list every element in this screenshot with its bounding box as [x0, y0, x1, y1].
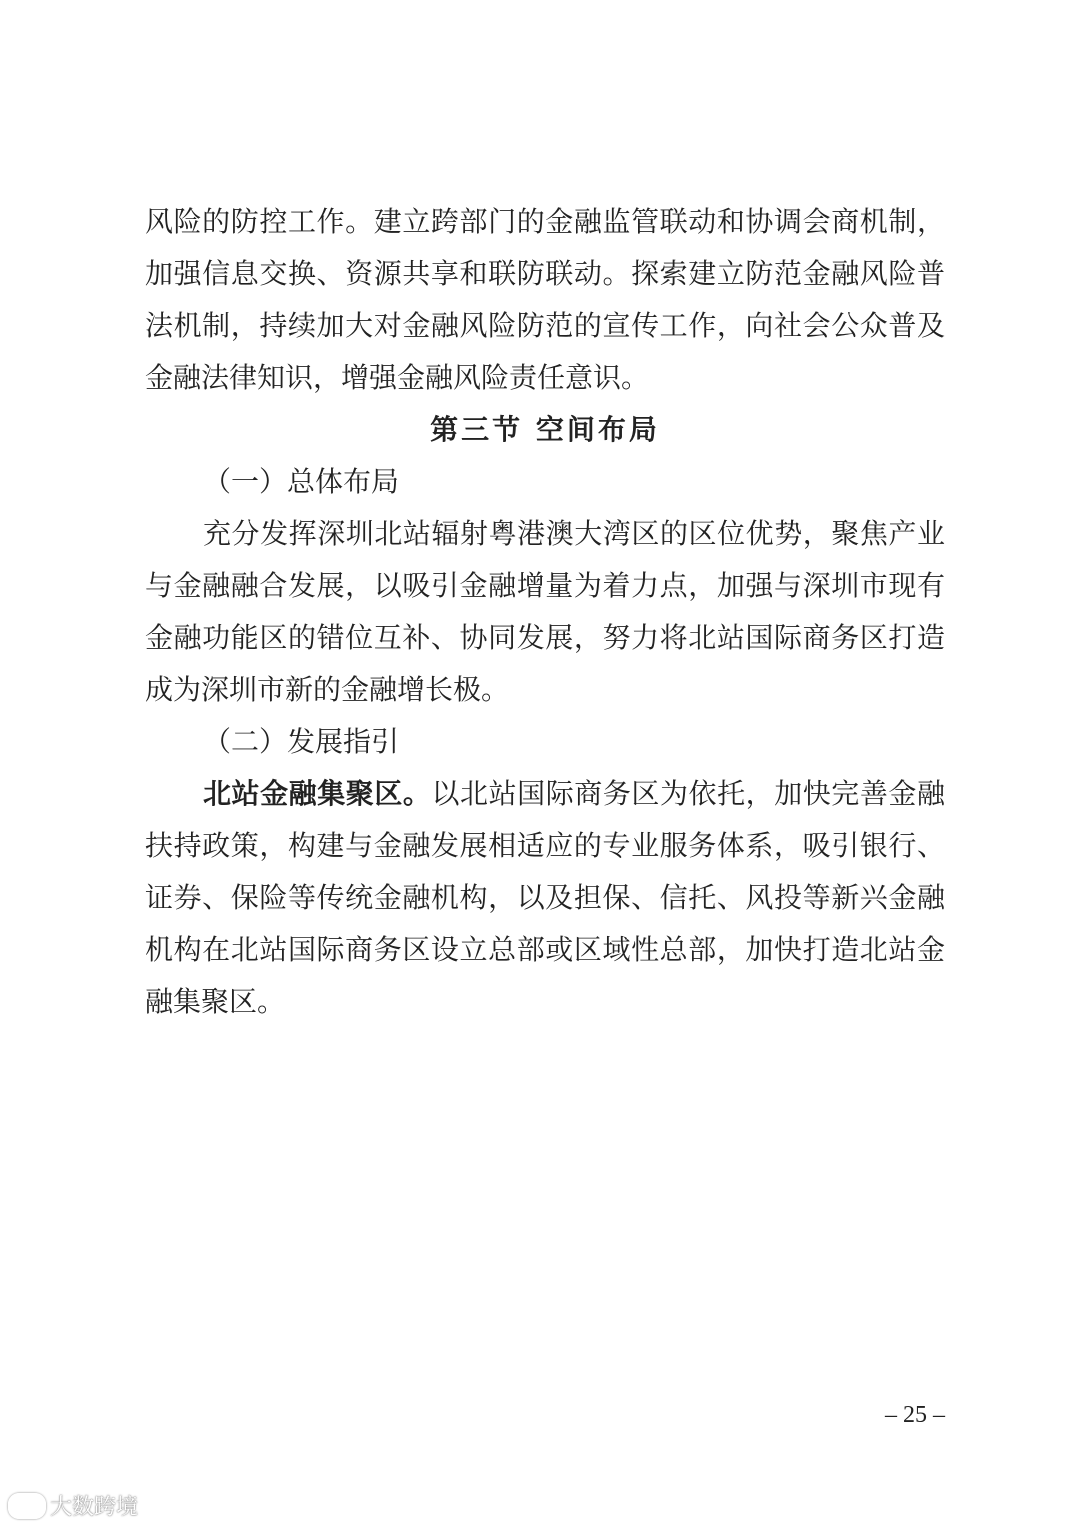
- page-number: – 25 –: [885, 1402, 945, 1428]
- paragraph-3-line-2: 扶持政策，构建与金融发展相适应的专业服务体系，吸引银行、: [145, 829, 945, 862]
- paragraph-2-line-2: 与金融融合发展，以吸引金融增量为着力点，加强与深圳市现有: [145, 569, 945, 602]
- paragraph-1-line-2: 加强信息交换、资源共享和联防联动。探索建立防范金融风险普: [145, 257, 945, 290]
- paragraph-3-line-4: 机构在北站国际商务区设立总部或区域性总部，加快打造北站金: [145, 933, 945, 966]
- watermark: [8, 1490, 138, 1521]
- paragraph-2-line-3: 金融功能区的错位互补、协同发展，努力将北站国际商务区打造: [145, 621, 945, 654]
- paragraph-1-line-4: 金融法律知识，增强金融风险责任意识。: [145, 361, 650, 394]
- paragraph-1-line-1: 风险的防控工作。建立跨部门的金融监管联动和协调会商机制，: [145, 205, 945, 238]
- subheading-development-guide: （二）发展指引: [203, 725, 400, 758]
- watermark-logo-icon: [8, 1493, 46, 1519]
- subheading-overall-layout: （一）总体布局: [203, 465, 400, 498]
- paragraph-3-line-3: 证券、保险等传统金融机构，以及担保、信托、风投等新兴金融: [145, 881, 945, 914]
- paragraph-2-line-4: 成为深圳市新的金融增长极。: [145, 673, 510, 706]
- paragraph-3-lead: 北站金融集聚区。: [203, 777, 432, 810]
- section-title: 第三节 空间布局: [430, 413, 660, 446]
- paragraph-3-line-1: [145, 768, 945, 820]
- paragraph-1-line-3: 法机制，持续加大对金融风险防范的宣传工作，向社会公众普及: [145, 309, 945, 342]
- document-body: [145, 196, 945, 1028]
- paragraph-3-line-5: 融集聚区。: [145, 985, 286, 1018]
- paragraph-2-line-1: 充分发挥深圳北站辐射粤港澳大湾区的区位优势，聚焦产业: [203, 517, 945, 550]
- paragraph-3-line-1-rest: 以北站国际商务区为依托，加快完善金融: [431, 777, 945, 810]
- watermark-text: 大数跨境: [50, 1495, 139, 1520]
